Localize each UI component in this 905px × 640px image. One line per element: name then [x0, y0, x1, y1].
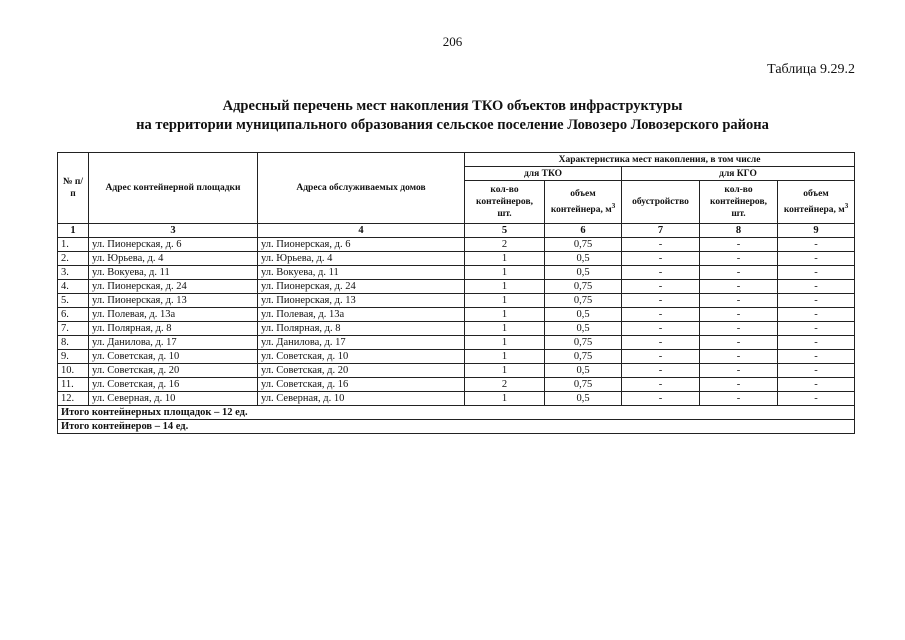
header-address: Адрес контейнерной площадки [89, 153, 258, 224]
kgo-arrangement: - [622, 308, 700, 322]
kgo-count: - [700, 280, 778, 294]
site-address: ул. Северная, д. 10 [89, 392, 258, 406]
row-number: 5. [58, 294, 89, 308]
header-tko: для ТКО [465, 167, 622, 181]
column-number: 9 [778, 224, 855, 238]
tko-count: 1 [465, 294, 545, 308]
kgo-arrangement: - [622, 392, 700, 406]
kgo-count: - [700, 350, 778, 364]
tko-count: 1 [465, 266, 545, 280]
total-sites-row [58, 406, 855, 420]
column-number: 4 [258, 224, 465, 238]
tko-volume: 0,75 [545, 238, 622, 252]
row-number: 7. [58, 322, 89, 336]
kgo-arrangement: - [622, 322, 700, 336]
kgo-volume: - [778, 336, 855, 350]
table-row [58, 266, 855, 280]
served-address: ул. Данилова, д. 17 [258, 336, 465, 350]
kgo-arrangement: - [622, 364, 700, 378]
header-kgo-arrangement: обустройство [622, 181, 700, 224]
total-containers-row [58, 420, 855, 434]
total-sites: Итого контейнерных площадок – 12 ед. [58, 406, 855, 420]
row-number: 12. [58, 392, 89, 406]
kgo-volume: - [778, 266, 855, 280]
kgo-arrangement: - [622, 336, 700, 350]
table-row [58, 364, 855, 378]
column-number: 7 [622, 224, 700, 238]
kgo-count: - [700, 336, 778, 350]
site-address: ул. Полярная, д. 8 [89, 322, 258, 336]
row-number: 11. [58, 378, 89, 392]
column-number: 8 [700, 224, 778, 238]
header-characteristics: Характеристика мест накопления, в том числе [465, 153, 855, 167]
kgo-volume: - [778, 322, 855, 336]
kgo-volume: - [778, 252, 855, 266]
title-line-2: на территории муниципального образования сельское поселение Ловозеро Ловозерского района [136, 117, 769, 133]
row-number: 1. [58, 238, 89, 252]
row-number: 2. [58, 252, 89, 266]
header-tko-volume: объем контейнера, $м^3$ [545, 181, 622, 224]
kgo-arrangement: - [622, 252, 700, 266]
tko-volume: 0,5 [545, 308, 622, 322]
table-label: Таблица 9.29.2 [767, 62, 855, 77]
served-address: ул. Северная, д. 10 [258, 392, 465, 406]
served-address: ул. Пионерская, д. 24 [258, 280, 465, 294]
tko-volume: 0,75 [545, 378, 622, 392]
served-address: ул. Полярная, д. 8 [258, 322, 465, 336]
tko-count: 1 [465, 252, 545, 266]
row-number: 10. [58, 364, 89, 378]
table-row [58, 350, 855, 364]
header-tko-count: кол-во контейнеров, шт. [465, 181, 545, 224]
tko-volume: 0,75 [545, 294, 622, 308]
table-row [58, 280, 855, 294]
site-address: ул. Пионерская, д. 24 [89, 280, 258, 294]
site-address: ул. Пионерская, д. 6 [89, 238, 258, 252]
tko-count: 2 [465, 378, 545, 392]
kgo-count: - [700, 238, 778, 252]
table-row [58, 252, 855, 266]
tko-count: 1 [465, 350, 545, 364]
site-address: ул. Советская, д. 10 [89, 350, 258, 364]
kgo-count: - [700, 294, 778, 308]
kgo-count: - [700, 392, 778, 406]
kgo-volume: - [778, 238, 855, 252]
kgo-volume: - [778, 392, 855, 406]
tko-volume: 0,75 [545, 280, 622, 294]
tko-volume: 0,75 [545, 350, 622, 364]
total-containers: Итого контейнеров – 14 ед. [58, 420, 855, 434]
kgo-count: - [700, 364, 778, 378]
kgo-volume: - [778, 364, 855, 378]
served-address: ул. Пионерская, д. 13 [258, 294, 465, 308]
title-line-1: Адресный перечень мест накопления ТКО объектов инфраструктуры [222, 98, 683, 114]
table-row [58, 238, 855, 252]
header-served-houses: Адреса обслуживаемых домов [258, 153, 465, 224]
table-row [58, 308, 855, 322]
served-address: ул. Советская, д. 16 [258, 378, 465, 392]
header-kgo-count: кол-во контейнеров, шт. [700, 181, 778, 224]
page-number: 206 [442, 34, 463, 49]
site-address: ул. Советская, д. 16 [89, 378, 258, 392]
kgo-arrangement: - [622, 350, 700, 364]
kgo-volume: - [778, 308, 855, 322]
served-address: ул. Вокуева, д. 11 [258, 266, 465, 280]
kgo-count: - [700, 308, 778, 322]
served-address: ул. Пионерская, д. 6 [258, 238, 465, 252]
column-number-row [58, 224, 855, 238]
document-title [0, 97, 905, 135]
kgo-count: - [700, 322, 778, 336]
table-row [58, 322, 855, 336]
tko-count: 1 [465, 322, 545, 336]
kgo-arrangement: - [622, 238, 700, 252]
table-row [58, 336, 855, 350]
kgo-count: - [700, 252, 778, 266]
column-number: 3 [89, 224, 258, 238]
header-num: № п/п [58, 153, 89, 224]
row-number: 8. [58, 336, 89, 350]
kgo-volume: - [778, 350, 855, 364]
tko-count: 1 [465, 280, 545, 294]
row-number: 4. [58, 280, 89, 294]
row-number: 6. [58, 308, 89, 322]
kgo-volume: - [778, 378, 855, 392]
tko-count: 1 [465, 364, 545, 378]
site-address: ул. Юрьева, д. 4 [89, 252, 258, 266]
column-number: 5 [465, 224, 545, 238]
tko-volume: 0,75 [545, 336, 622, 350]
tko-count: 1 [465, 392, 545, 406]
served-address: ул. Юрьева, д. 4 [258, 252, 465, 266]
site-address: ул. Полевая, д. 13а [89, 308, 258, 322]
table-row [58, 392, 855, 406]
tko-volume: 0,5 [545, 322, 622, 336]
kgo-arrangement: - [622, 266, 700, 280]
kgo-arrangement: - [622, 294, 700, 308]
tko-count: 2 [465, 238, 545, 252]
kgo-arrangement: - [622, 280, 700, 294]
table-row [58, 294, 855, 308]
kgo-count: - [700, 266, 778, 280]
kgo-volume: - [778, 294, 855, 308]
waste-sites-table [57, 152, 855, 434]
column-number: 6 [545, 224, 622, 238]
served-address: ул. Полевая, д. 13а [258, 308, 465, 322]
column-number: 1 [58, 224, 89, 238]
header-kgo: для КГО [622, 167, 855, 181]
site-address: ул. Вокуева, д. 11 [89, 266, 258, 280]
tko-count: 1 [465, 308, 545, 322]
kgo-count: - [700, 378, 778, 392]
tko-volume: 0,5 [545, 392, 622, 406]
site-address: ул. Советская, д. 20 [89, 364, 258, 378]
row-number: 3. [58, 266, 89, 280]
tko-volume: 0,5 [545, 364, 622, 378]
site-address: ул. Данилова, д. 17 [89, 336, 258, 350]
header-kgo-volume: объем контейнера, $м^3$ [778, 181, 855, 224]
tko-volume: 0,5 [545, 266, 622, 280]
kgo-volume: - [778, 280, 855, 294]
table-row [58, 378, 855, 392]
tko-volume: 0,5 [545, 252, 622, 266]
tko-count: 1 [465, 336, 545, 350]
row-number: 9. [58, 350, 89, 364]
site-address: ул. Пионерская, д. 13 [89, 294, 258, 308]
served-address: ул. Советская, д. 20 [258, 364, 465, 378]
kgo-arrangement: - [622, 378, 700, 392]
served-address: ул. Советская, д. 10 [258, 350, 465, 364]
